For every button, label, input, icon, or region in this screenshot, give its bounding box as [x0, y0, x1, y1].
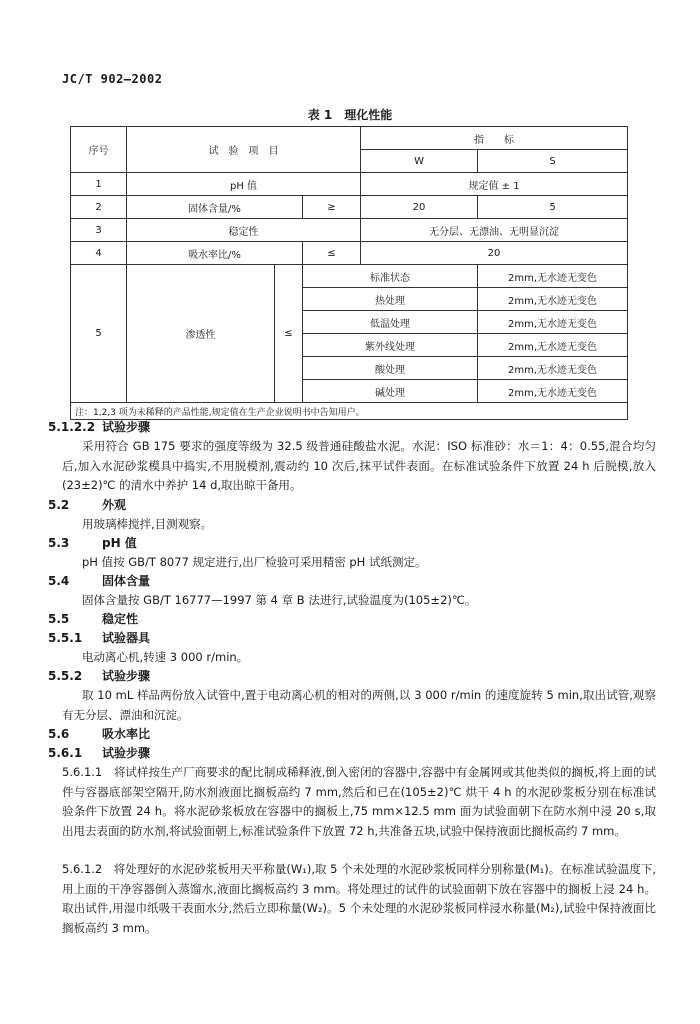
section-heading: [48, 534, 137, 551]
section-title: 试验步骤: [102, 669, 151, 683]
sub-item: 酸处理: [303, 357, 478, 380]
properties-table: [70, 126, 628, 420]
section-title: 固体含量: [102, 574, 151, 588]
row-qualifier: ≤: [303, 242, 361, 265]
table-row: [71, 196, 628, 219]
row-value: 规定值 ± 1: [361, 173, 628, 196]
row-qualifier: ≤: [275, 265, 303, 403]
row-no: 5: [71, 265, 127, 403]
table-row: [71, 219, 628, 242]
section-heading: [48, 744, 150, 761]
section-heading: [48, 667, 150, 684]
sub-value: 2mm,无水迹无变色: [478, 357, 628, 380]
sub-item: 紫外线处理: [303, 334, 478, 357]
section-title: 吸水率比: [102, 727, 151, 741]
row-value: 无分层、无漂油、无明显沉淀: [361, 219, 628, 242]
header-w: W: [361, 150, 478, 173]
paragraph: 5.6.1.1 将试样按生产厂商要求的配比制成稀释液,倒入密闭的容器中,容器中有金属网或其他类似的搁板,将上面的试件与容器底部架空隔开,防水剂液面比搁板高约 7 mm,然后和已在(105±2)℃ 烘干 4 h 的水泥砂浆板分别在标准试验条件下放置 24 h。将水泥砂浆板放在容器中的搁板上,75 mm×12.5 mm 面为试验面朝下在防水剂中浸 20 s,取出甩去表面的防水剂,将试验面朝上,标准试验条件下放置 72 h,共准备五块,试验中保持液面比搁板高约 7 mm。: [62, 765, 656, 838]
header-index: 指 标: [361, 127, 628, 150]
section-title: 试验步骤: [102, 746, 151, 760]
header-item: 试 验 项 目: [127, 127, 361, 173]
section-heading: [48, 572, 150, 589]
sub-item: 热处理: [303, 288, 478, 311]
table-note: 注：1,2,3 项为未稀释的产品性能,规定值在生产企业说明书中告知用户。: [71, 403, 628, 420]
row-item: 稳定性: [127, 219, 361, 242]
row-item: pH 值: [127, 173, 361, 196]
paragraph: 用玻璃棒搅拌,目测观察。: [82, 517, 213, 531]
section-heading: [48, 418, 150, 435]
section-number: 5.3: [48, 536, 70, 550]
header-no: 序号: [71, 127, 127, 173]
section-number: 5.4: [48, 574, 70, 588]
paragraph: 采用符合 GB 175 要求的强度等级为 32.5 级普通硅酸盐水泥。水泥：ISO 标准砂：水＝1：4：0.55,混合均匀后,加入水泥砂浆模具中捣实,不用脱模剂,震动约 10 次后,抹平试件表面。在标准试验条件下放置 24 h 后脱模,放入(23±2)℃ 的清水中养护 14 d,取出晾干备用。: [62, 439, 656, 492]
sub-item: 标准状态: [303, 265, 478, 288]
standard-code: JC/T 902—2002: [62, 72, 163, 86]
section-number: 5.2: [48, 498, 70, 512]
paragraph: 取 10 mL 样品两份放入试管中,置于电动离心机的相对的两侧,以 3 000 r/min 的速度旋转 5 min,取出试管,观察有无分层、漂油和沉淀。: [62, 688, 656, 722]
section-heading: [48, 496, 126, 513]
section-heading: [48, 610, 138, 627]
section-number: 5.5.2: [48, 669, 83, 683]
section-title: pH 值: [102, 536, 137, 550]
row-value: 20: [361, 242, 628, 265]
table-note-row: [71, 403, 628, 420]
section-title: 试验器具: [102, 631, 151, 645]
section-number: 5.5.1: [48, 631, 83, 645]
paragraph: 电动离心机,转速 3 000 r/min。: [82, 650, 249, 664]
table-header-row: [71, 127, 628, 150]
sub-value: 2mm,无水迹无变色: [478, 334, 628, 357]
row-value-w: 20: [361, 196, 478, 219]
table-row: [71, 265, 628, 288]
section-number: 5.1.2.2: [48, 420, 96, 434]
row-value-s: 5: [478, 196, 628, 219]
section-number: 5.6: [48, 727, 70, 741]
table-row: [71, 173, 628, 196]
row-no: 2: [71, 196, 127, 219]
section-heading: [48, 629, 150, 646]
row-no: 1: [71, 173, 127, 196]
paragraph: pH 值按 GB/T 8077 规定进行,出厂检验可采用精密 pH 试纸测定。: [82, 555, 427, 569]
sub-value: 2mm,无水迹无变色: [478, 311, 628, 334]
paragraph: 固体含量按 GB/T 16777—1997 第 4 章 B 法进行,试验温度为(105±2)℃。: [82, 593, 477, 607]
row-no: 4: [71, 242, 127, 265]
sub-value: 2mm,无水迹无变色: [478, 288, 628, 311]
section-title: 稳定性: [102, 612, 139, 626]
row-item: 固体含量/%: [127, 196, 303, 219]
section-heading: [48, 725, 150, 742]
table-row: [71, 242, 628, 265]
section-title: 外观: [102, 498, 127, 512]
sub-value: 2mm,无水迹无变色: [478, 265, 628, 288]
sub-item: 低温处理: [303, 311, 478, 334]
sub-value: 2mm,无水迹无变色: [478, 380, 628, 403]
section-title: 试验步骤: [102, 420, 151, 434]
section-number: 5.5: [48, 612, 70, 626]
paragraph: 5.6.1.2 将处理好的水泥砂浆板用天平称量(W₁),取 5 个未处理的水泥砂浆板同样分别称量(M₁)。在标准试验温度下,用上面的干净容器倒入蒸馏水,液面比搁板高约 3 mm。将处理过的试件的试验面朝下放在容器中的搁板上浸 24 h。取出试件,用湿巾纸吸干表面水分,然后立即称量(W₂)。5 个未处理的水泥砂浆板同样浸水称量(M₂),试验中保持液面比搁板高约 3 mm。: [62, 862, 656, 935]
row-item: 吸水率比/%: [127, 242, 303, 265]
header-s: S: [478, 150, 628, 173]
row-item: 渗透性: [127, 265, 275, 403]
table-title: 表 1 理化性能: [307, 108, 393, 122]
section-number: 5.6.1: [48, 746, 83, 760]
sub-item: 碱处理: [303, 380, 478, 403]
row-qualifier: ≥: [303, 196, 361, 219]
row-no: 3: [71, 219, 127, 242]
